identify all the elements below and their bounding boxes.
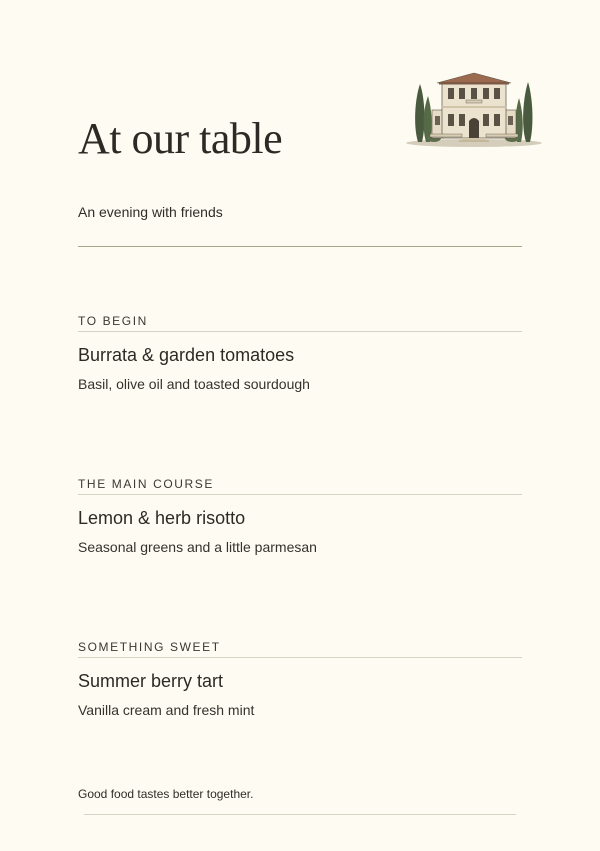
footer-divider (84, 814, 516, 815)
menu-section-starter (78, 313, 522, 393)
villa-illustration-icon (404, 66, 544, 148)
section-divider (78, 494, 522, 495)
footer-text: Good food tastes better together. (78, 787, 254, 801)
section-label: SOMETHING SWEET (78, 640, 221, 654)
dish-name: Burrata & garden tomatoes (78, 345, 295, 365)
dish-name: Summer berry tart (78, 671, 224, 691)
menu-section-main (78, 476, 522, 556)
section-divider (78, 331, 522, 332)
page-title: At our table (78, 114, 283, 163)
section-divider (78, 657, 522, 658)
header-divider (78, 246, 522, 247)
dish-description: Basil, olive oil and toasted sourdough (78, 376, 310, 392)
section-label: THE MAIN COURSE (78, 477, 215, 491)
dish-name: Lemon & herb risotto (78, 508, 246, 528)
subtitle: An evening with friends (78, 204, 223, 220)
dish-description: Vanilla cream and fresh mint (78, 702, 255, 718)
section-label: TO BEGIN (78, 314, 148, 328)
menu-section-dessert (78, 639, 522, 719)
dish-description: Seasonal greens and a little parmesan (78, 539, 317, 555)
